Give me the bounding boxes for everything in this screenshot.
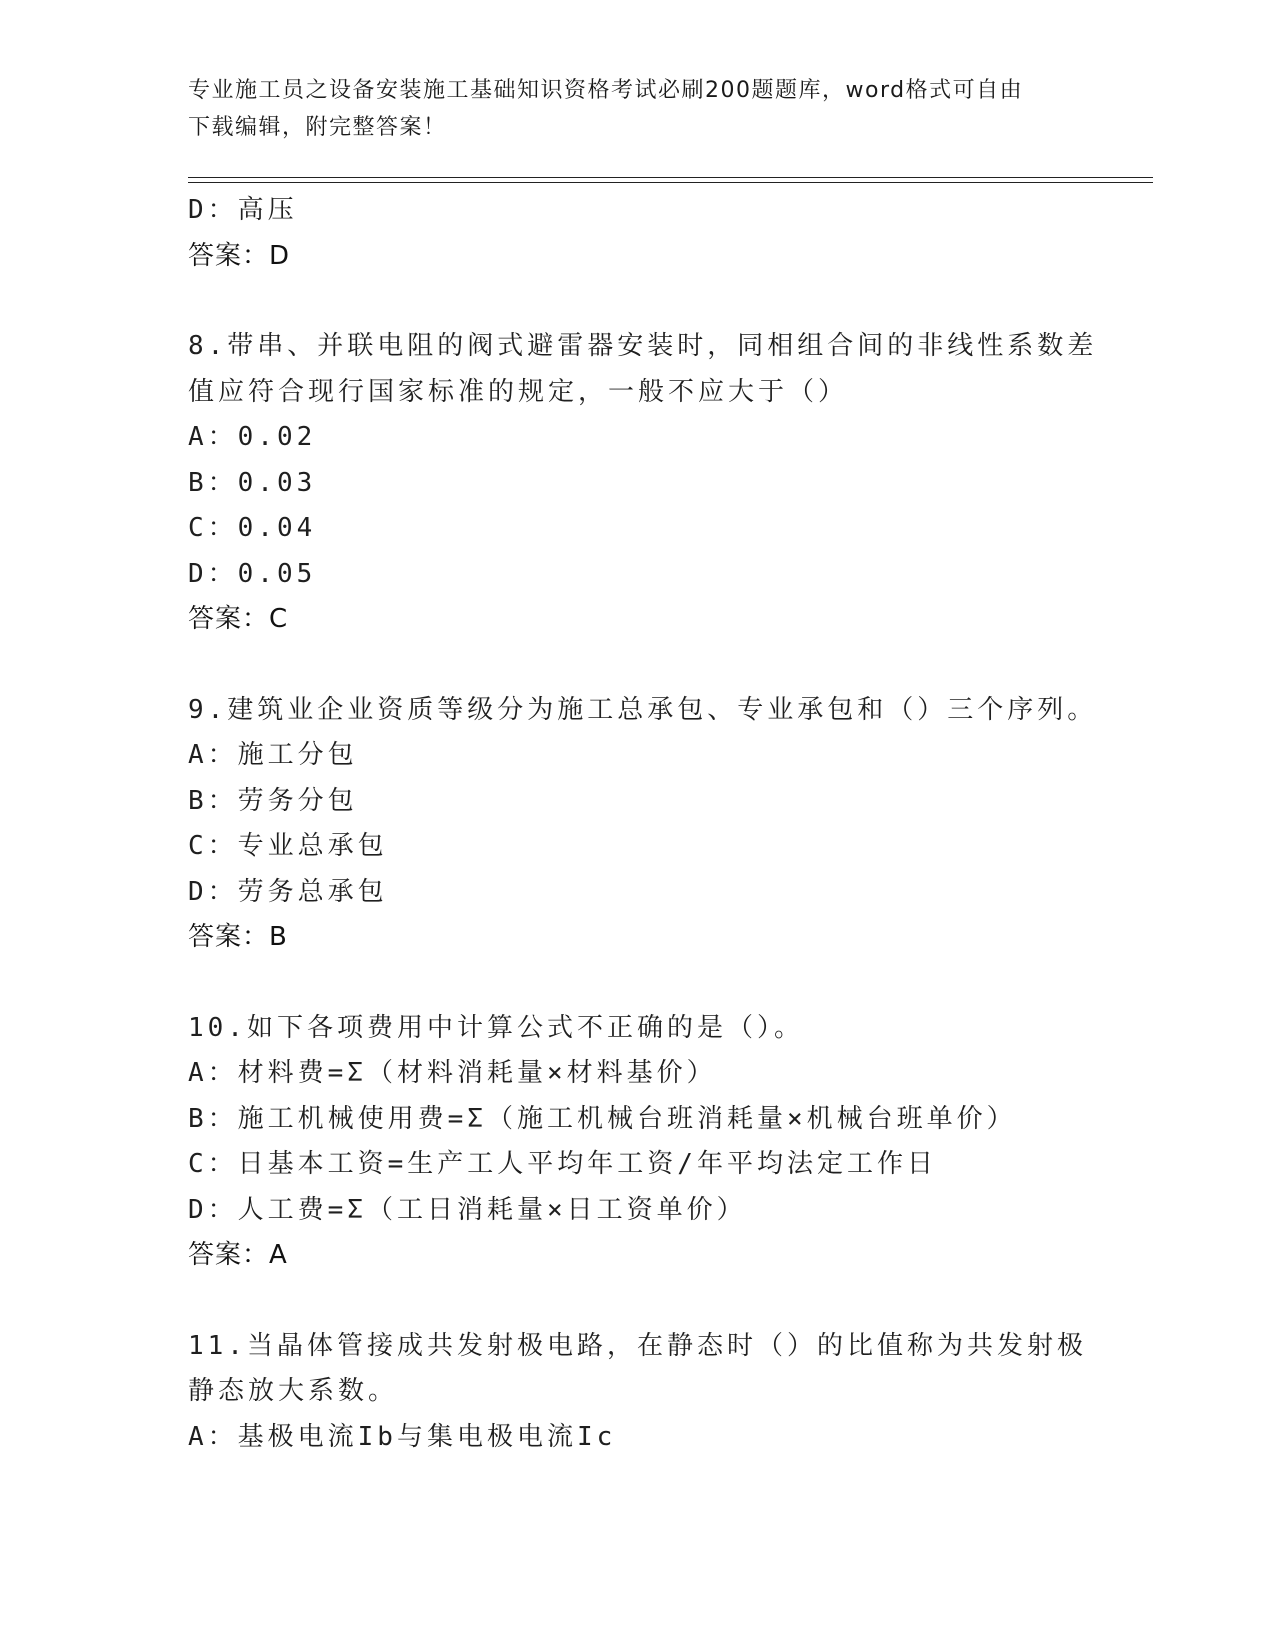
option-a: A：施工分包 [188, 740, 358, 770]
option-b: B：施工机械使用费=Σ（施工机械台班消耗量×机械台班单价） [188, 1103, 1017, 1134]
option-d: D：0.05 [188, 558, 317, 589]
option-c: C：0.04 [188, 513, 317, 543]
header-title-line-2: 下载编辑，附完整答案！ [188, 115, 447, 140]
answer-line: 答案：A [188, 1240, 288, 1270]
option-c: C：专业总承包 [188, 831, 388, 861]
question-text-line-1: 11.当晶体管接成共发射极电路，在静态时（）的比值称为共发射极 [188, 1330, 1087, 1361]
answer-line: 答案：D [188, 240, 291, 271]
option-d: D：高压 [188, 195, 298, 225]
header-title-line-1: 专业施工员之设备安装施工基础知识资格考试必刷200题题库，word格式可自由 [188, 78, 1024, 103]
question-text-line-1: 10.如下各项费用中计算公式不正确的是（）。 [188, 1012, 804, 1043]
option-d: D：人工费=Σ（工日消耗量×日工资单价） [188, 1194, 747, 1225]
question-10 [188, 1006, 1088, 1279]
question-8 [188, 324, 1098, 643]
answer-line: 答案：C [188, 604, 289, 634]
header-divider-top [188, 177, 1153, 178]
document-body [188, 188, 1098, 1460]
option-a: A：基极电流Ib与集电极电流Ic [188, 1421, 617, 1452]
question-11 [188, 1324, 1088, 1461]
question-text-line-1: 9.建筑业企业资质等级分为施工总承包、专业承包和（）三个序列。 [188, 694, 1098, 725]
option-a: A：0.02 [188, 422, 317, 452]
question-text-line-1: 8.带串、并联电阻的阀式避雷器安装时，同相组合间的非线性系数差 [188, 331, 1098, 361]
option-c: C：日基本工资=生产工人平均年工资/年平均法定工作日 [188, 1149, 937, 1179]
option-b: B：0.03 [188, 467, 317, 498]
question-9 [188, 688, 1098, 961]
option-b: B：劳务分包 [188, 785, 358, 816]
question-text-line-2: 值应符合现行国家标准的规定，一般不应大于（） [188, 376, 849, 407]
question-text-line-2: 静态放大系数。 [188, 1376, 399, 1406]
header-divider-bottom [188, 182, 1153, 183]
option-a: A：材料费=Σ（材料消耗量×材料基价） [188, 1058, 717, 1088]
previous-question-tail [188, 188, 1088, 279]
answer-line: 答案：B [188, 922, 288, 952]
document-header [188, 72, 1088, 146]
option-d: D：劳务总承包 [188, 876, 388, 907]
